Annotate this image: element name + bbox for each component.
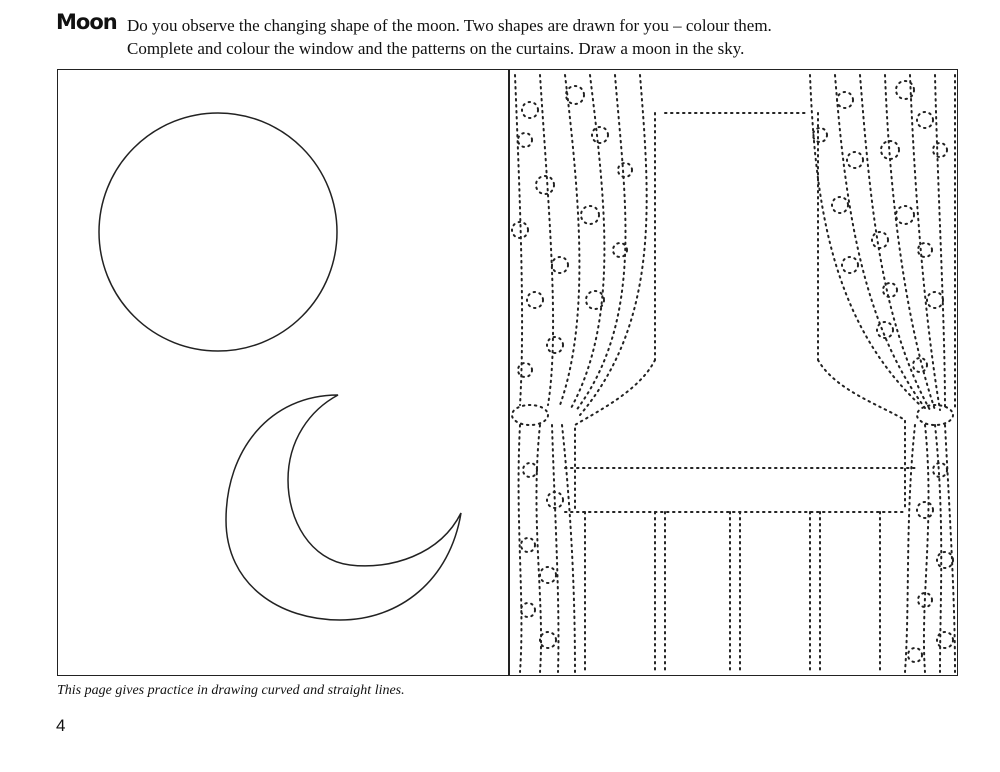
instruction-line-1: Do you observe the changing shape of the moon. Two shapes are drawn for you – colour them. bbox=[127, 16, 772, 35]
page-title: Moon bbox=[56, 10, 117, 34]
dotted-curtain-right bbox=[810, 75, 955, 672]
crescent-moon-outline bbox=[226, 395, 461, 620]
full-moon-outline bbox=[99, 113, 337, 351]
dotted-window bbox=[565, 113, 915, 672]
page-number: 4 bbox=[56, 716, 66, 735]
instruction-line-2: Complete and colour the window and the patterns on the curtains. Draw a moon in the sky. bbox=[127, 39, 745, 58]
footer-caption: This page gives practice in drawing curved and straight lines. bbox=[57, 683, 405, 698]
dotted-curtain-left bbox=[512, 75, 647, 672]
